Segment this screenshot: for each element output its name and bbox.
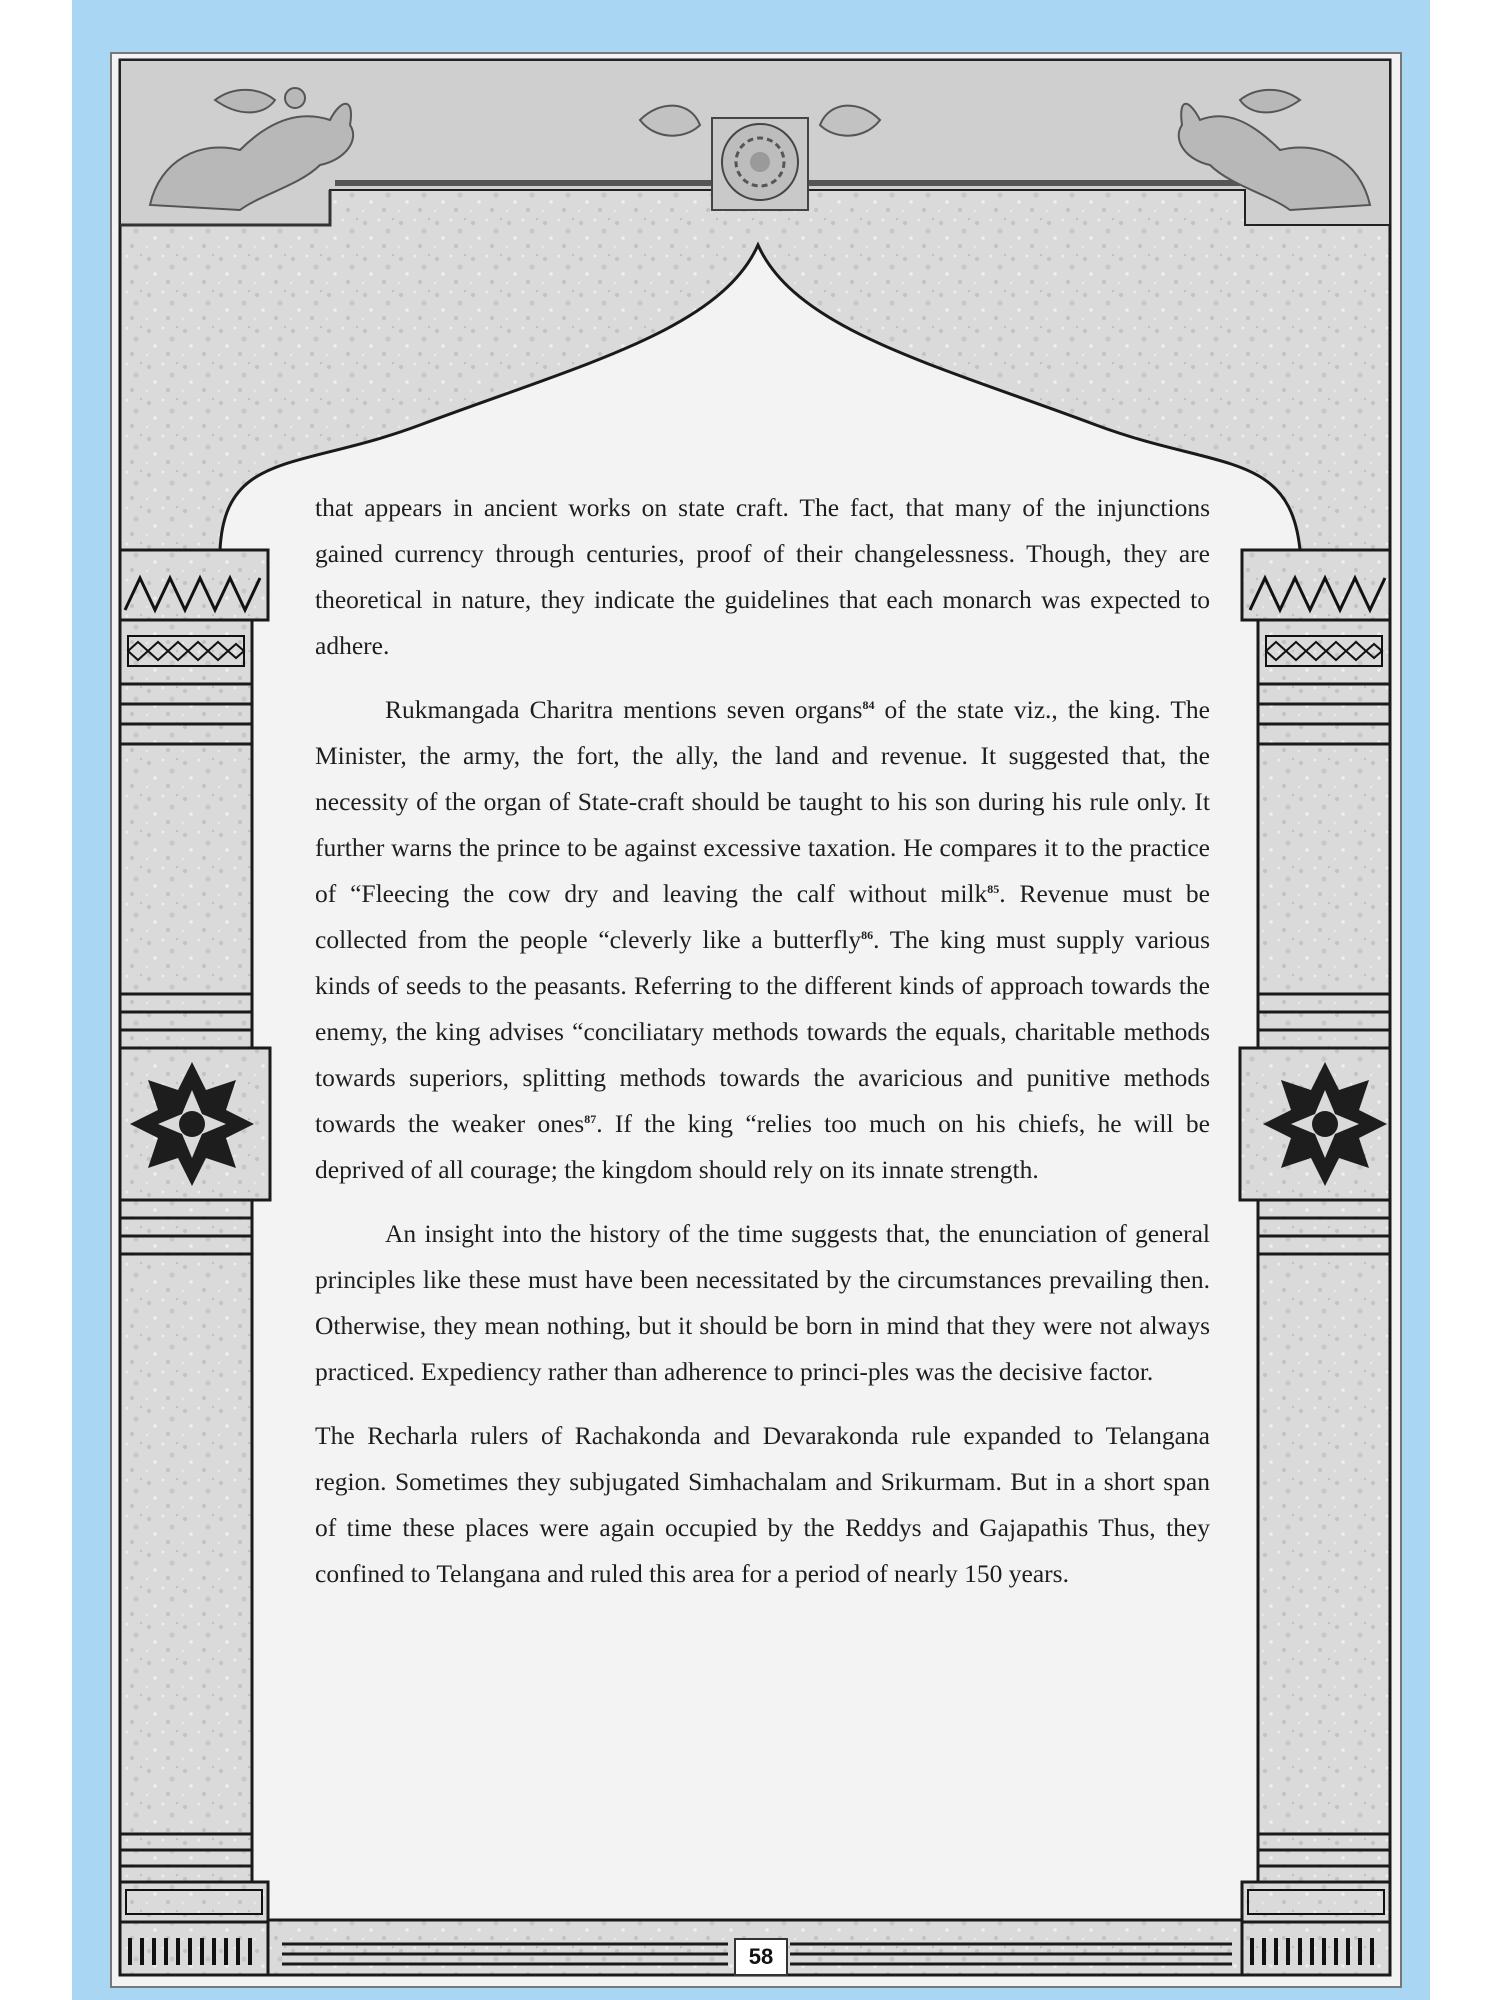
footnote-ref: 86 [861,928,874,942]
paragraph-3: An insight into the history of the time suggests that, the enunciation of general principles like these must have been necessitated by the circumstances prevailing then. Otherwise, they mean nothing, but it should be born in mind that they were not always practiced. Expediency rather than adherence to princi-ples was the decisive factor. [315,1219,1210,1386]
right-pillar [1240,550,1390,1975]
page-body-text [315,485,1210,1597]
footnote-ref: 84 [862,698,875,712]
paragraph-1: that appears in ancient works on state craft. The fact, that many of the injunctions gained currency through centuries, proof of their changelessness. Though, they are theoretical in nature, they indicate the guidelines that each monarch was expected to adhere. [315,493,1210,660]
left-pillar [120,550,270,1975]
footnote-ref: 87 [584,1112,597,1126]
footnote-ref: 85 [987,882,1000,896]
paragraph-4: The Recharla rulers of Rachakonda and Devarakonda rule expanded to Telangana region. Sometimes they subjugated Simhachalam and Srikurmam. But in a short span of time these places were again occupied by the Reddys and Gajapathis Thus, they confined to Telangana and ruled this area for a period of nearly 150 years. [315,1421,1210,1588]
page-number: 58 [734,1938,788,1976]
paragraph-2: Rukmangada Charitra mentions seven organs$^{84}$ of the state viz., the king. The Minister, the army, the fort, the ally, the land and revenue. It suggested that, the necessity of the organ of State-craft should be taught to his son during his rule only. It further warns the prince to be against excessive taxation. He compares it to the practice of “Fleecing the cow dry and leaving the calf without milk$^{85}$. Revenue must be collected from the people “cleverly like a butterfly$^{86}$. The king must supply various kinds of seeds to the peasants. Referring to the different kinds of approach towards the enemy, the king advises “conciliatary methods towards the equals, charitable methods towards superiors, splitting methods towards the avaricious and punitive methods towards the weaker ones$^{87}$. If the king “relies too much on his chiefs, he will be deprived of all courage; the kingdom should rely on its innate strength. [315,695,1211,1184]
eight-point-star-icon-left [130,1062,254,1186]
eight-point-star-icon-right [1263,1062,1387,1186]
